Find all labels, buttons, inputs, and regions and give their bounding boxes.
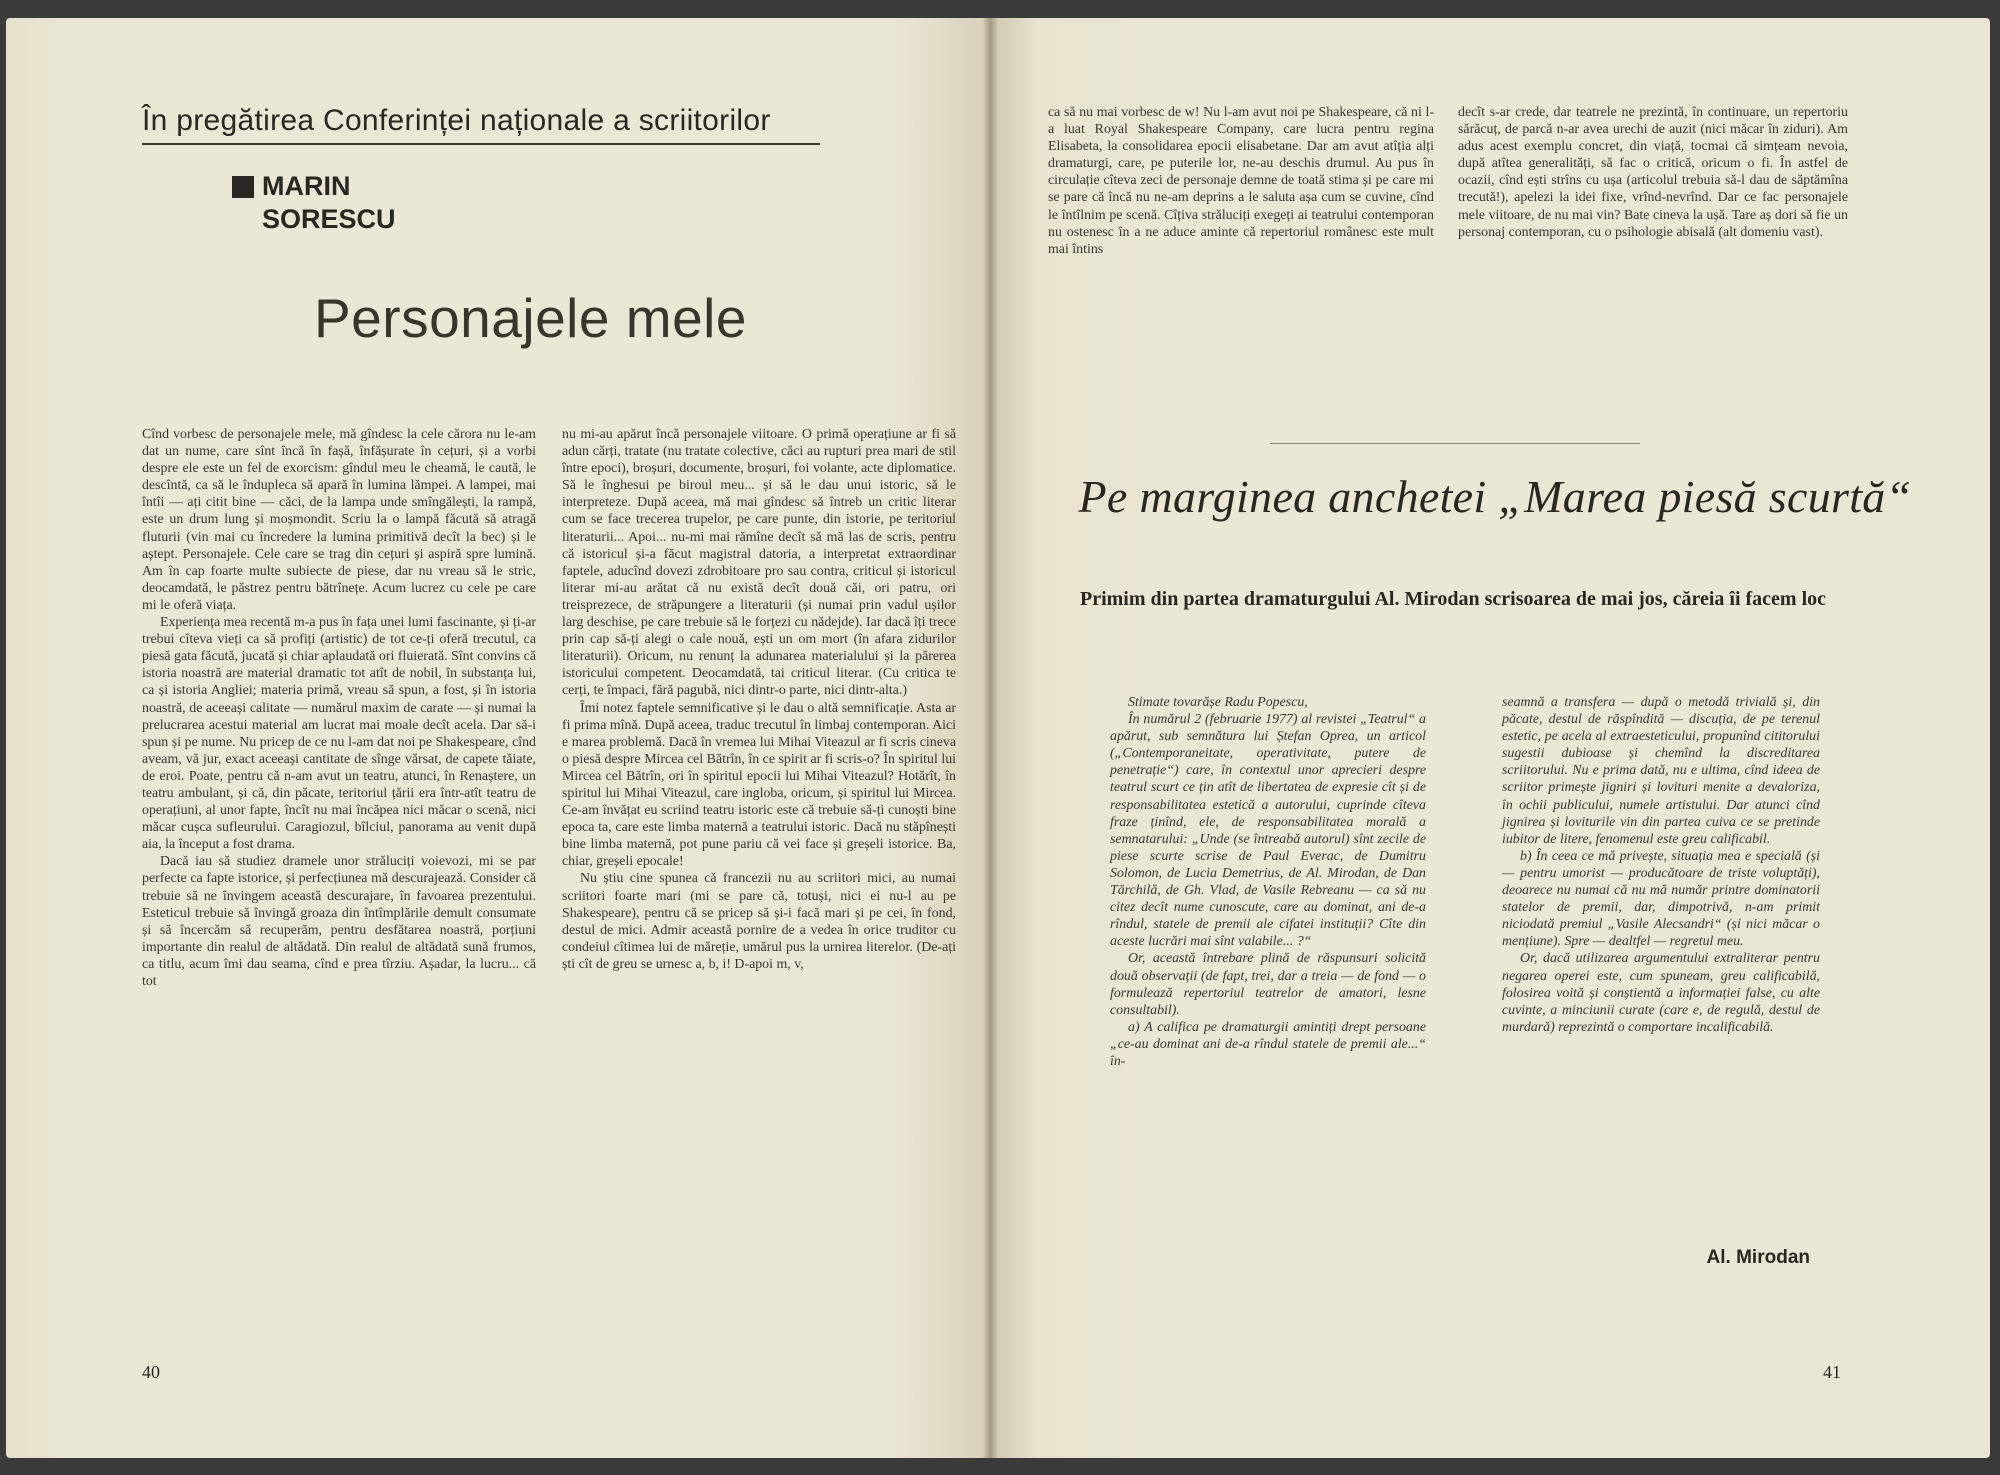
paragraph: Îmi notez faptele semnificative și le dau o altă semnificație. Asta ar fi prima mînă. După aceea, traduc trecutul în limbaj contemporan. Aici e marea problemă. Dacă în vremea lui Mihai Viteazul ar fi scris cineva o piesă despre Mircea cel Bătrîn, în ce spirit ar fi scris-o? În spiritul lui Mircea cel Bătrîn, ori în spiritul epocii lui Mihai Viteazul? Hotărît, în spiritul lui Mihai Viteazul, care ingloba, oricum, și spiritul lui Mircea. Ce-am învățat eu scriind teatru istoric este că trebuie să-ți cunoști bine epoca ta, care este limba maternă a teatrului istoric. Dacă nu stăpînești bine limba maternă, pot pune pariu că vei face și greșeli istorice. Ba, chiar, greșeli epocale!: [562, 700, 956, 870]
paragraph: nu mi-au apărut încă personajele viitoare. O primă operațiune ar fi să adun cărți, tratate (nu tratate colective, căci au rupturi prea mari de stil între epoci), broșuri, documente, broșuri, foi volante, acte diplomatice. Să le înghesui pe biroul meu... și să le dau unui istoric, să le interpreteze. După aceea, mă mai gîndesc să întreb un critic literar cum se face trecerea trupelor, pe care punte, din istorie, pe teritoriul literaturii... Apoi... nu-mi mai rămîne decît să mă las de scris, pentru că istoricul și-a făcut magistral datoria, a interpretat extraordinar faptele, aducînd dovezi zdrobitoare pro sau contra, criticul și istoricul literar mi-au arătat că nu există decît două căi, ori patru, ori treisprezece, de străpungere a literaturii (și numai prin vadul ușilor larg deschise, pe care trebuie să le forțezi cu nădejde). Iar dacă îți trece prin cap să-ți alegi o cale nouă, ești un om mort (în afara zidurilor literaturii). Oricum, nu renunț la adunarea materialului și la părerea istoricului competent. Deocamdată, tai criticul literar. (Cu critica te cerți, te împaci, fără pagubă, nici dintr-o parte, nici dintr-alta.): [562, 427, 956, 699]
letter-intro: Primim din partea dramaturgului Al. Mirodan scrisoarea de mai jos, căreia îi facem loc: [1080, 588, 1827, 610]
paragraph: b) În ceea ce mă privește, situația mea e specială (și — pentru umorist — producătoare de triste voluptăți), deoarece nu numai că nu mă număr printre dominatorii statelor de premii, dar, dimpotrivă, n-am primit niciodată premiul „Vasile Alecsandri“ (și nici măcar o mențiune). Spre — dealtfel — regretul meu.: [1502, 848, 1820, 950]
letter-headline: Pe marginea anchetei „Marea piesă scurtă“: [1078, 471, 1912, 522]
paragraph: ca să nu mai vorbesc de w! Nu l-am avut noi pe Shakespeare, că ni l-a luat Royal Shakespeare Company, care lucra pentru regina Elisabeta, la consolidarea epocii elisabetane. Dar am avut atîția alți dramaturgi, care, pe puterile lor, ne-au deschis drumul. Au pus în circulație cîteva zeci de personaje demne de toată stima și pe care mi se pare că încă nu ne-am deprins a le saluta așa cum se cuvine, cînd le întîlnim pe scenă. Cîțiva străluciți exegeți ai teatrului contemporan nu ostenesc în a ne aduce aminte că repertoriul românesc este mult mai întins: [1048, 105, 1434, 257]
author-first-name: MARIN: [262, 171, 351, 201]
article-headline: Personajele mele: [314, 287, 747, 349]
left-column-1: [142, 426, 536, 990]
paragraph: seamnă a transfera — după o metodă trivială și, din păcate, destul de răspîndită — discuția, de pe terenul estetic, pe acela al extraesteticului, propunînd cititorului sugestii dubioase și chemînd la discreditarea scriitorului. Nu e prima dată, nu e ultima, cînd ideea de scriitor primește jigniri și lovituri menite a devaloriza, în ochii publicului, numele artistului. Dar atunci cînd jignirea și loviturile vin din partea cuiva ce se pretinde iubitor de litere, fenomenul este greu calificabil.: [1502, 695, 1820, 847]
series-kicker: În pregătirea Conferinței naționale a scriitorilor: [142, 104, 771, 137]
paragraph: Cînd vorbesc de personajele mele, mă gîndesc la cele cărora nu le-am dat un nume, care sînt încă în fașă, înfășurate în cețuri, și a vorbi despre ele este un fel de exorcism: gîndul meu le cheamă, le caută, le descîntă, ca să le îndupleca să apară în lumina lămpei. A lampei, mai întîi — ați citit bine — căci, de la lampa unde smîngălești, la rampă, este un drum lung și moșmondit. Scriu la o lampă făcută să atragă fluturii (vin mai cu încredere la lumina primitivă decît la bec) și le aștept. Personajele. Cele care se trag din cețuri și aspiră spre lumină. Am în cap foarte multe subiecte de piese, dar nu vreau să le stric, deocamdată, le păstrez pentru bătrînețe. Acum lucrez cu cele pe care mi le oferă viața.: [142, 427, 536, 613]
right-column-2: [1458, 104, 1848, 241]
paragraph: a) A califica pe dramaturgii amintiți drept persoane „ce-au dominat ani de-a rîndul statele de premii ale...“ în-: [1110, 1019, 1426, 1069]
paragraph: Nu știu cine spunea că francezii nu au scriitori mici, au numai scriitori foarte mari (mi se pare că, totuși, nici ei nu-l au pe Shakespeare), pentru că se pricep să și-i facă mari și pe cei, în fond, destul de mici. Admir această pornire de a vedea în orice truditor cu condeiul cîtimea lui de măreție, umărul pus la urnirea literelor. (De-ați ști cît de greu se urnesc a, b, i! D-apoi m, v,: [562, 871, 956, 972]
page-number-left: 40: [142, 1362, 160, 1382]
book-gutter: [982, 18, 998, 1458]
left-column-2: [562, 426, 956, 973]
right-column-1: [1048, 104, 1434, 258]
paragraph: Or, această întrebare plină de răspunsuri solicită două observații (de fapt, trei, dar a treia — de fond — o formulează repertoriul teatrelor de amatori, lesne consultabil).: [1110, 951, 1426, 1018]
kicker-underline: [142, 143, 820, 145]
article-author: [262, 170, 462, 236]
section-divider: [1270, 443, 1640, 444]
paragraph: În numărul 2 (februarie 1977) al revistei „Teatrul“ a apărut, sub semnătura lui Ștefan Oprea, un articol („Contemporaneitate, operativitate, putere de penetrație“) care, în contextul unor aprecieri despre teatrul scurt ce țin atît de libertatea de expresie cît și de responsabilitatea estetică a autorului, cuprinde cîteva fraze ținînd, ele, de responsabilitatea morală a semnatarului: „Unde (se întreabă autorul) sînt zecile de piese scurte scrise de Paul Everac, de Dumitru Solomon, de Lucia Demetrius, de Al. Mirodan, de Dan Tărchilă, de Gh. Vlad, de Vasile Rebreanu — ca să nu citez decît nume cunoscute, care au dominat, ani de-a rîndul, statele de premii ale cifatei instituții? Cîte din aceste lucrări mai sînt valabile... ?“: [1110, 712, 1426, 950]
paragraph: Experiența mea recentă m-a pus în fața unei lumi fascinante, și ți-ar trebui cîteva vieți ca să profiți (artistic) de tot ce-ți oferă trecutul, ca piesă gata făcută, jucată și chiar aplaudată ori fluierată. Sînt convins că istoria noastră are material dramatic tot atît de nobil, în substanța lui, ca și istoria Angliei; materia primă, vreau să spun, a fost, și în istoria noastră, de aceeași calitate — numărul maxim de carate — și numai la prelucrarea acestui material am lucrat mai moale decît acela. Dar să-i spun și pe nume. Nu pricep de ce nu l-am dat noi pe Shakespeare, cînd aveam, vă jur, exact aceeași cantitate de sînge vărsat, de capete tăiate, de eroi. Poate, pentru că n-am avut un teatru, atunci, în Renaștere, un teatru ambulant, și că, din păcate, teritoriul țării era într-atît teatru de operațiuni, al unor fapte, încît nu mai încăpea nici măcar o scenă, nici măcar cușca sufleurului. Caragiozul, bîlciul, panorama au venit după aia, la început a fost drama.: [142, 615, 536, 853]
letter-column-1: [1110, 694, 1426, 1070]
page-number-right: 41: [1823, 1362, 1841, 1382]
paragraph: decît s-ar crede, dar teatrele ne prezintă, în continuare, un repertoriu sărăcuț, de parcă n-ar avea urechi de auzit (nici măcar în ziduri). Am adus acest exemplu concret, din viață, tocmai că simțeam nevoia, după atîtea generalități, să fac o critică, oricum o fi. În astfel de ocazii, cînd ești strîns cu ușa (articolul trebuia să-l dau de săptămîna trecută!), apelezi la idei fixe, vrînd-nevrînd. Dar ce fac personajele mele viitoare, de nu mai vin? Bate cineva la ușă. Tare aș dori să fie un personaj contemporan, cu o psihologie abisală (alt domeniu vast).: [1458, 105, 1848, 240]
letter-signature: Al. Mirodan: [1706, 1247, 1810, 1268]
paragraph: Or, dacă utilizarea argumentului extraliterar pentru negarea operei este, cum spuneam, greu calificabilă, folosirea voită și conștientă a informației false, cu alte cuvinte, a minciunii curate (care e, de regulă, destul de murdară) reprezintă o comportare incalificabilă.: [1502, 951, 1820, 1035]
letter-column-2: [1502, 694, 1820, 1036]
author-square-bullet-icon: [232, 176, 254, 198]
author-last-name: SORESCU: [262, 204, 396, 234]
paragraph: Stimate tovarășe Radu Popescu,: [1128, 695, 1308, 710]
paragraph: Dacă iau să studiez dramele unor străluciți voievozi, mi se par perfecte ca fapte istorice, și perfecțiunea mă descurajează. Consider că trebuie să ne învingem această descurajare, în favoarea prezentului. Esteticul trebuie să învingă groaza din întîmplările demult consumate și să încercăm să recuperăm, pentru desfătarea noastră, porțiuni importante din realul de altădată. Din realul de altădată sună frumos, ca titlu, acum îmi dau seama, cînd e prea tîrziu. Așadar, la lucru... că tot: [142, 854, 536, 989]
